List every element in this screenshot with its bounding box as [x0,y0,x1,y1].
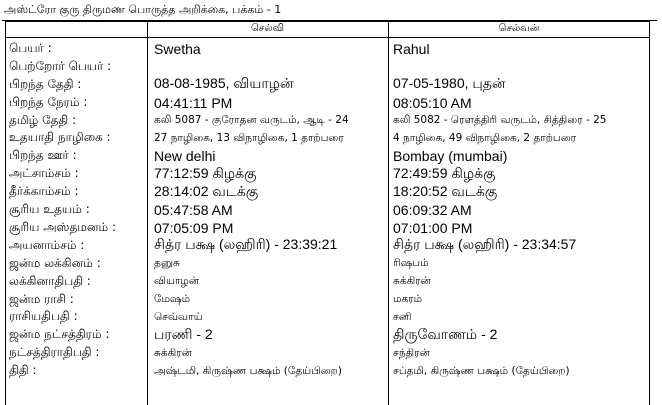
groom-value: திருவோணம் - 2 [393,326,498,342]
row-label: அயனாம்சம் : [9,237,85,252]
header-rule [5,37,650,38]
groom-value: Rahul [393,40,430,57]
table-row [0,291,662,309]
table-row [0,165,662,183]
bride-value: மேஷம் [154,293,191,306]
table-row [0,219,662,237]
bride-value [154,58,386,76]
row-label: சூரிய அஸ்தமனம் : [9,219,117,234]
groom-value: 07-05-1980, புதன் [393,75,506,92]
bride-value: அஷ்டமி, கிருஷ்ண பக்ஷம் (தேய்பிறை) [154,364,342,377]
bride-value: தனுசு [154,257,180,270]
bride-value: 77:12:59 கிழக்கு [154,165,257,181]
row-label: ராசியதிபதி : [9,309,78,324]
row-label: சூரிய உதயம் : [9,202,90,217]
table-row [0,255,662,273]
bride-value: சுக்கிரன் [154,346,192,359]
bride-value: 04:41:11 PM [154,94,233,111]
row-label: தீர்க்காம்சம் : [9,184,79,199]
table-row [0,183,662,201]
groom-column-header: செல்வன் [498,23,540,34]
table-row [0,112,662,130]
row-label: உதயாதி நாழிகை : [9,130,111,145]
row-label: பெற்றோர் பெயர் : [9,58,112,73]
table-row [0,344,662,362]
table-row [0,273,662,291]
row-label: ஜன்ம ராசி : [9,291,74,306]
groom-value: மகரம் [393,293,423,306]
row-label: பிறந்த ஊர் : [9,148,77,163]
table-row [0,237,662,255]
groom-value: சனி [393,310,412,323]
bride-value: 08-08-1985, வியாழன் [154,75,294,92]
groom-value: 72:49:59 கிழக்கு [393,165,496,181]
table-row [0,309,662,327]
groom-value: 08:05:10 AM [393,94,472,111]
table-row [0,362,662,380]
groom-value: சந்திரன் [393,346,430,359]
groom-value [393,58,650,76]
groom-value: Bombay (mumbai) [393,148,508,165]
bride-value: 07:05:09 PM [154,219,234,236]
groom-value: கலி 5082 - ரௌத்திரி வருடம், சித்திரை - 25 [393,114,607,127]
row-label: ஜன்ம லக்கினம் : [9,255,101,270]
row-label: லக்கினாதிபதி : [9,273,91,288]
groom-value: சித்ர பக்ஷ (லஹிரி) - 23:34:57 [393,236,577,253]
table-row [0,94,662,112]
groom-value: 18:20:52 வடக்கு [393,183,498,199]
groom-value: 06:09:32 AM [393,202,472,219]
bride-value: பரணி - 2 [154,326,213,342]
row-label: அட்சாம்சம் : [9,166,79,181]
table-row [0,40,662,58]
table-row [0,58,662,76]
row-label: திதி : [9,363,37,378]
row-label: நட்சத்திராதிபதி : [9,345,100,360]
table-row [0,130,662,148]
groom-value: 4 நாழிகை, 49 விநாழிகை, 2 தாற்பரை [393,131,577,144]
row-label: ஜன்ம நட்சத்திரம் : [9,327,110,342]
groom-value: 07:01:00 PM [393,219,473,236]
bride-value: Swetha [154,40,201,57]
bride-value: வியாழன் [154,275,200,288]
bride-value: 28:14:02 வடக்கு [154,183,259,199]
row-label: பிறந்த தேதி : [9,76,82,91]
groom-value: சப்தமி, கிருஷ்ண பக்ஷம் (தேய்பிறை) [393,364,570,377]
table-row [0,201,662,219]
table-row [0,326,662,344]
row-label: பிறந்த நேரம் : [9,94,88,109]
bride-column-header: செல்வி [251,23,284,34]
bride-value: New delhi [154,148,216,165]
bride-value: கலி 5087 - குரோதன வருடம், ஆடி - 24 [154,114,349,127]
bride-value: 05:47:58 AM [154,202,233,219]
bride-value: சித்ர பக்ஷ (லஹிரி) - 23:39:21 [154,236,338,253]
groom-value: சுக்கிரன் [393,275,431,288]
bride-value: 27 நாழிகை, 13 விநாழிகை, 1 தாற்பரை [154,131,344,144]
groom-value: ரிஷபம் [393,257,429,270]
bride-value: செவ்வாய் [154,310,203,323]
row-label: தமிழ் தேதி : [9,112,77,127]
table-row [0,76,662,94]
row-label: பெயர் : [9,40,52,55]
table-row [0,147,662,165]
report-title: அஸ்ட்ரோ குரு திருமண பொருத்த அறிக்கை, பக்கம் - 1 [4,3,282,16]
